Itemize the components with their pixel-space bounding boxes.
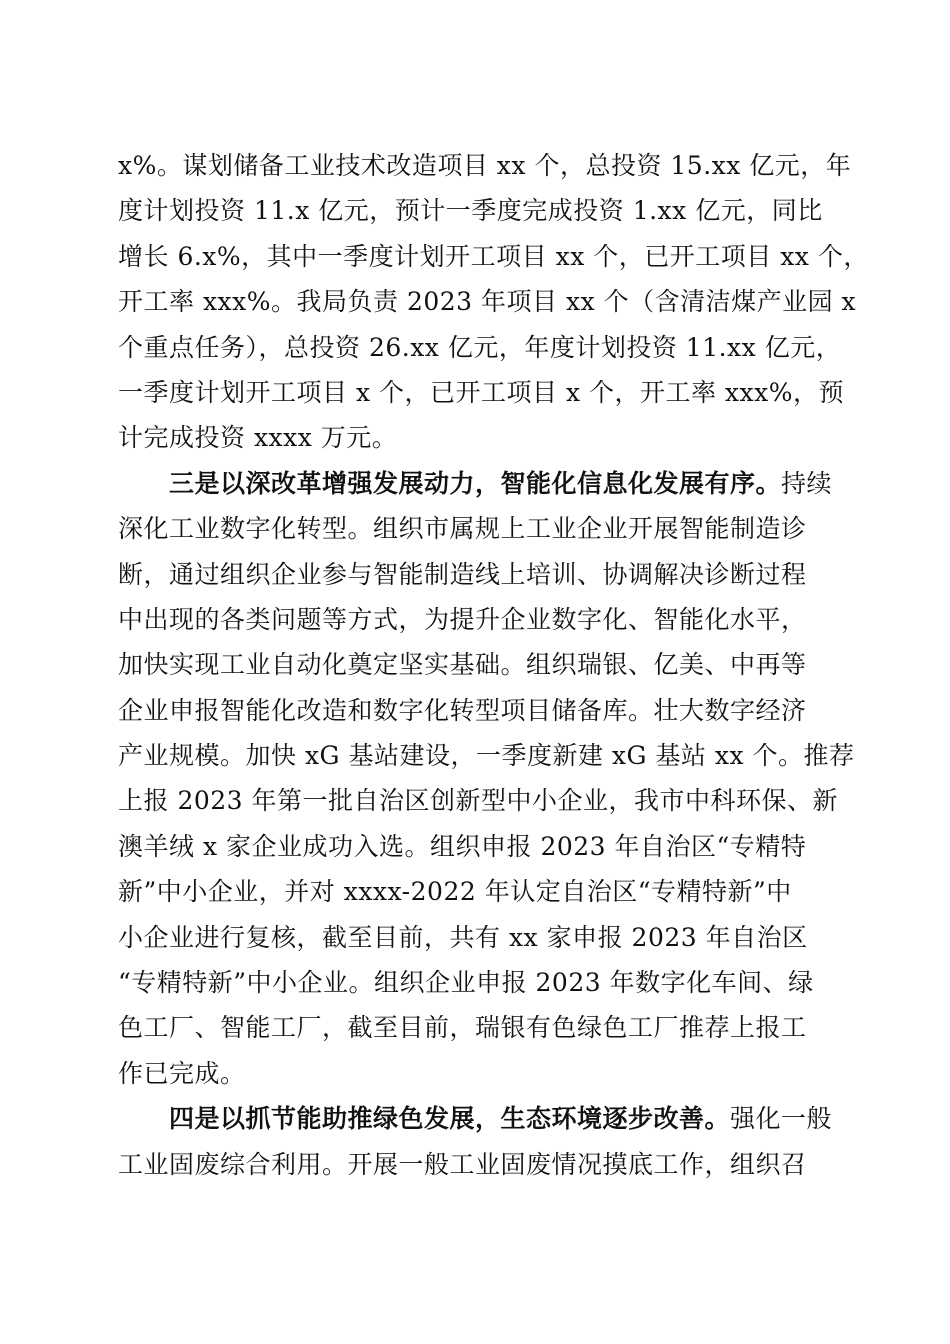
paragraph-heading: 三是以深改革增强发展动力，智能化信息化发展有序。: [169, 468, 782, 498]
text-line: [118, 1096, 832, 1141]
paragraph-heading: 四是以抓节能助推绿色发展，生态环境逐步改善。: [169, 1104, 731, 1134]
paragraph-investment: [118, 143, 869, 461]
text-line: 作已完成。: [118, 1058, 246, 1088]
text-line: 度计划投资 11.x 亿元，预计一季度完成投资 1.xx 亿元，同比: [118, 196, 823, 226]
text-fragment: 持续: [781, 468, 833, 498]
text-line: “专精特新”中小企业。组织企业申报 2023 年数字化车间、绿: [118, 968, 814, 998]
text-line: 中出现的各类问题等方式，为提升企业数字化、智能化水平，: [118, 604, 807, 634]
text-line: [118, 461, 832, 506]
text-line: 小企业进行复核，截至目前，共有 xx 家申报 2023 年自治区: [118, 922, 808, 952]
text-line: 深化工业数字化转型。组织市属规上工业企业开展智能制造诊: [118, 514, 807, 544]
paragraph-green-development: [118, 1096, 832, 1187]
text-line: 工业固废综合利用。开展一般工业固废情况摸底工作，组织召: [118, 1149, 807, 1179]
text-line: 新”中小企业，并对 xxxx-2022 年认定自治区“专精特新”中: [118, 877, 792, 907]
text-line: 开工率 xxx%。我局负责 2023 年项目 xx 个（含清洁煤产业园 x: [118, 287, 857, 317]
text-line: 断，通过组织企业参与智能制造线上培训、协调解决诊断过程: [118, 559, 807, 589]
text-line: 个重点任务），总投资 26.xx 亿元，年度计划投资 11.xx 亿元，: [118, 332, 842, 362]
text-line: 增长 6.x%，其中一季度计划开工项目 xx 个，已开工项目 xx 个，: [118, 241, 869, 271]
text-line: x%。谋划储备工业技术改造项目 xx 个，总投资 15.xx 亿元，年: [118, 151, 852, 180]
text-line: 产业规模。加快 xG 基站建设，一季度新建 xG 基站 xx 个。推荐: [118, 741, 855, 771]
text-line: 色工厂、智能工厂，截至目前，瑞银有色绿色工厂推荐上报工: [118, 1013, 807, 1043]
text-line: 一季度计划开工项目 x 个，已开工项目 x 个，开工率 xxx%，预: [118, 377, 844, 407]
text-line: 澳羊绒 x 家企业成功入选。组织申报 2023 年自治区“专精特: [118, 831, 807, 861]
text-line: 加快实现工业自动化奠定坚实基础。组织瑞银、亿美、中再等: [118, 650, 807, 680]
text-line: 计完成投资 xxxx 万元。: [118, 423, 398, 453]
text-fragment: 强化一般: [730, 1104, 833, 1134]
paragraph-digitalization: [118, 461, 855, 1096]
text-line: 上报 2023 年第一批自治区创新型中小企业，我市中科环保、新: [118, 786, 839, 816]
text-line: 企业申报智能化改造和数字化转型项目储备库。壮大数字经济: [118, 695, 807, 725]
document-body: [118, 143, 869, 1187]
